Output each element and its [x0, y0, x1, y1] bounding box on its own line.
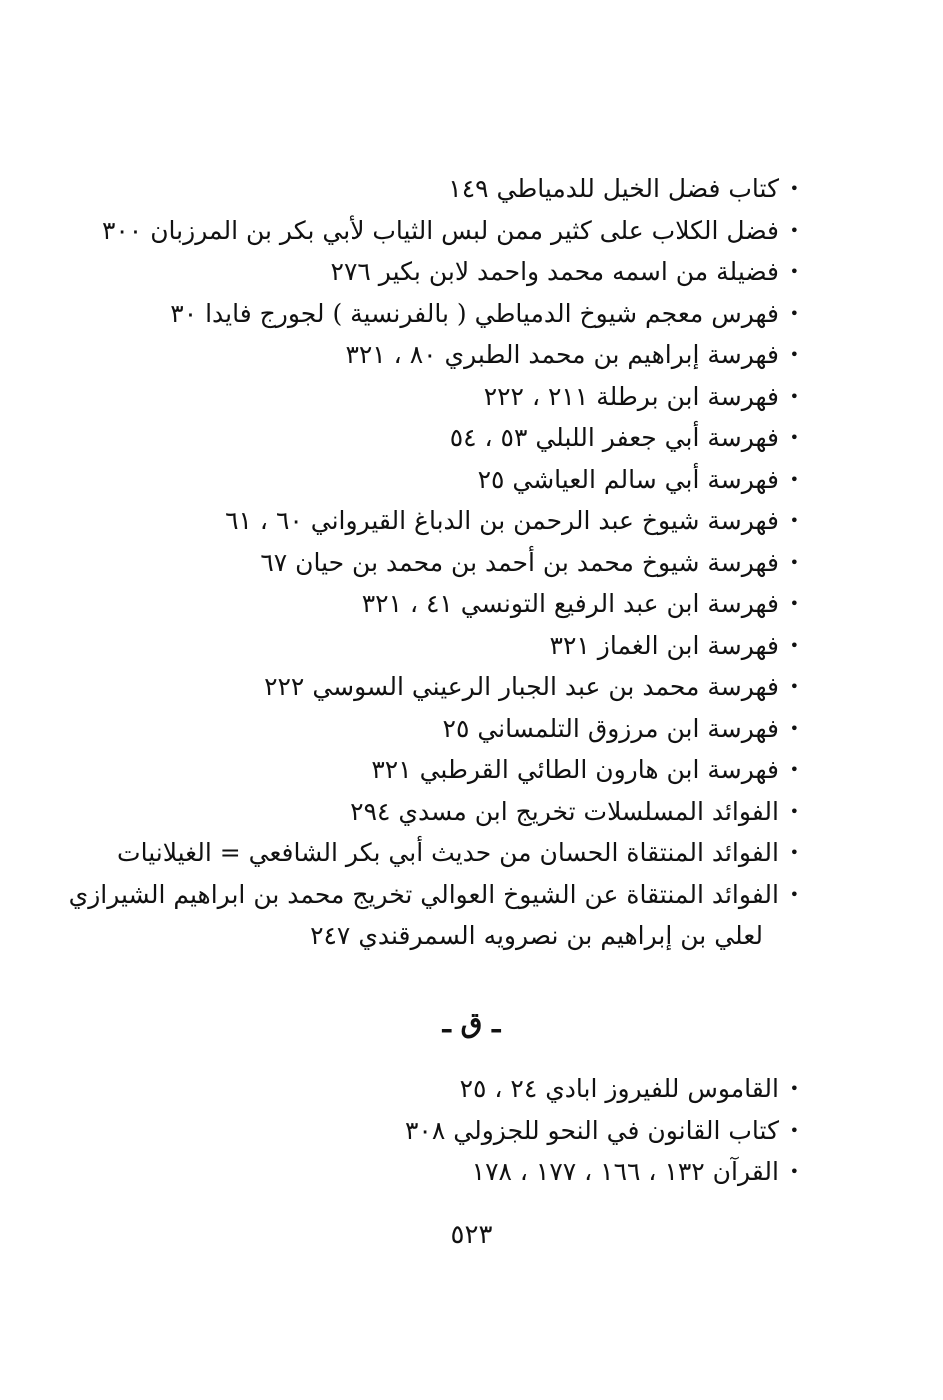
entry-text: فهرسة أبي سالم العياشي ٢٥ — [477, 464, 779, 494]
entry-text: فهرسة ابن الغماز ٣٢١ — [549, 630, 779, 660]
entry-text: فهرسة ابن برطلة ٢١١ ، ٢٢٢ — [483, 381, 779, 411]
index-entry — [135, 666, 799, 708]
page-number: ٥٢٣ — [450, 1220, 493, 1250]
bullet-icon: • — [789, 635, 799, 655]
entry-text: فهرسة ابن مرزوق التلمساني ٢٥ — [442, 713, 779, 743]
bullet-icon: • — [789, 1162, 799, 1181]
index-entry — [117, 832, 799, 874]
index-entry — [135, 293, 799, 335]
index-entry — [135, 334, 799, 376]
index-entry — [135, 251, 799, 293]
bullet-icon: • — [789, 220, 799, 240]
index-entry — [135, 749, 799, 791]
entry-text: كتاب القانون في النحو للجزولي ٣٠٨ — [405, 1115, 779, 1145]
index-entry — [135, 1068, 799, 1110]
bullet-icon: • — [789, 760, 799, 779]
entry-text: فضل الكلاب على كثير ممن لبس الثياب لأبي بكر بن المرزبان ٣٠٠ — [101, 215, 779, 245]
index-entries-fa — [68, 168, 799, 957]
bullet-icon: • — [789, 1120, 799, 1140]
bullet-icon: • — [789, 1079, 799, 1098]
index-entry — [135, 376, 799, 418]
entry-text: الفوائد المسلسلات تخريج ابن مسدي ٢٩٤ — [350, 796, 779, 826]
bullet-icon: • — [789, 884, 799, 904]
index-entry — [135, 417, 799, 459]
index-entry — [135, 542, 799, 584]
index-entry — [135, 168, 799, 210]
entry-text: كتاب فضل الخيل للدمياطي ١٤٩ — [448, 174, 779, 203]
entry-text: فهرسة ابن هارون الطائي القرطبي ٣٢١ — [371, 755, 779, 784]
index-entry — [135, 625, 799, 667]
bullet-icon: • — [789, 801, 799, 821]
entry-continuation: لعلي بن إبراهيم بن نصرويه السمرقندي ٢٤٧ — [310, 921, 763, 950]
entry-text: فضيلة من اسمه محمد واحمد لابن بكير ٢٧٦ — [330, 257, 779, 286]
entry-text: فهرسة شيوخ عبد الرحمن بن الدباغ القيرواني ٦٠ ، ٦١ — [225, 506, 779, 535]
bullet-icon: • — [789, 511, 799, 530]
index-entries-qaf — [135, 1068, 799, 1193]
index-entry — [135, 583, 799, 625]
bullet-icon: • — [789, 262, 799, 281]
bullet-icon: • — [789, 179, 799, 198]
index-entry — [101, 210, 799, 252]
entry-text: فهرسة ابن عبد الرفيع التونسي ٤١ ، ٣٢١ — [361, 589, 779, 618]
index-entry — [135, 708, 799, 750]
bullet-icon: • — [789, 677, 799, 696]
index-entry — [135, 1110, 799, 1152]
bullet-icon: • — [789, 428, 799, 447]
bullet-icon: • — [789, 303, 799, 323]
bullet-icon: • — [789, 345, 799, 364]
entry-text: الفوائد المنتقاة عن الشيوخ العوالي تخريج محمد بن ابراهيم الشيرازي — [68, 879, 779, 909]
index-entry — [135, 791, 799, 833]
bullet-icon: • — [789, 469, 799, 489]
index-entry — [135, 459, 799, 501]
bullet-icon: • — [789, 843, 799, 862]
bullet-icon: • — [789, 718, 799, 738]
entry-text: فهرسة شيوخ محمد بن أحمد بن محمد بن حيان ٦٧ — [260, 547, 779, 577]
entry-text: فهرسة محمد بن عبد الجبار الرعيني السوسي ٢٢٢ — [264, 672, 779, 701]
section-heading-qaf: ـ ق ـ — [442, 1006, 501, 1039]
entry-text: فهرس معجم شيوخ الدمياطي ( بالفرنسية ) لجورج فايدا ٣٠ — [170, 298, 779, 328]
entry-text: القرآن ١٣٢ ، ١٦٦ ، ١٧٧ ، ١٧٨ — [471, 1157, 779, 1186]
entry-text: فهرسة إبراهيم بن محمد الطبري ٨٠ ، ٣٢١ — [345, 340, 779, 369]
entry-text: فهرسة أبي جعفر اللبلي ٥٣ ، ٥٤ — [449, 423, 779, 452]
entry-text: الفوائد المنتقاة الحسان من حديث أبي بكر الشافعي = الغيلانيات — [117, 838, 779, 867]
entry-text: القاموس للفيروز ابادي ٢٤ ، ٢٥ — [459, 1074, 779, 1103]
bullet-icon: • — [789, 386, 799, 406]
bullet-icon: • — [789, 594, 799, 613]
index-entry — [68, 874, 799, 957]
index-entry — [135, 500, 799, 542]
index-entry — [135, 1151, 799, 1193]
bullet-icon: • — [789, 552, 799, 572]
